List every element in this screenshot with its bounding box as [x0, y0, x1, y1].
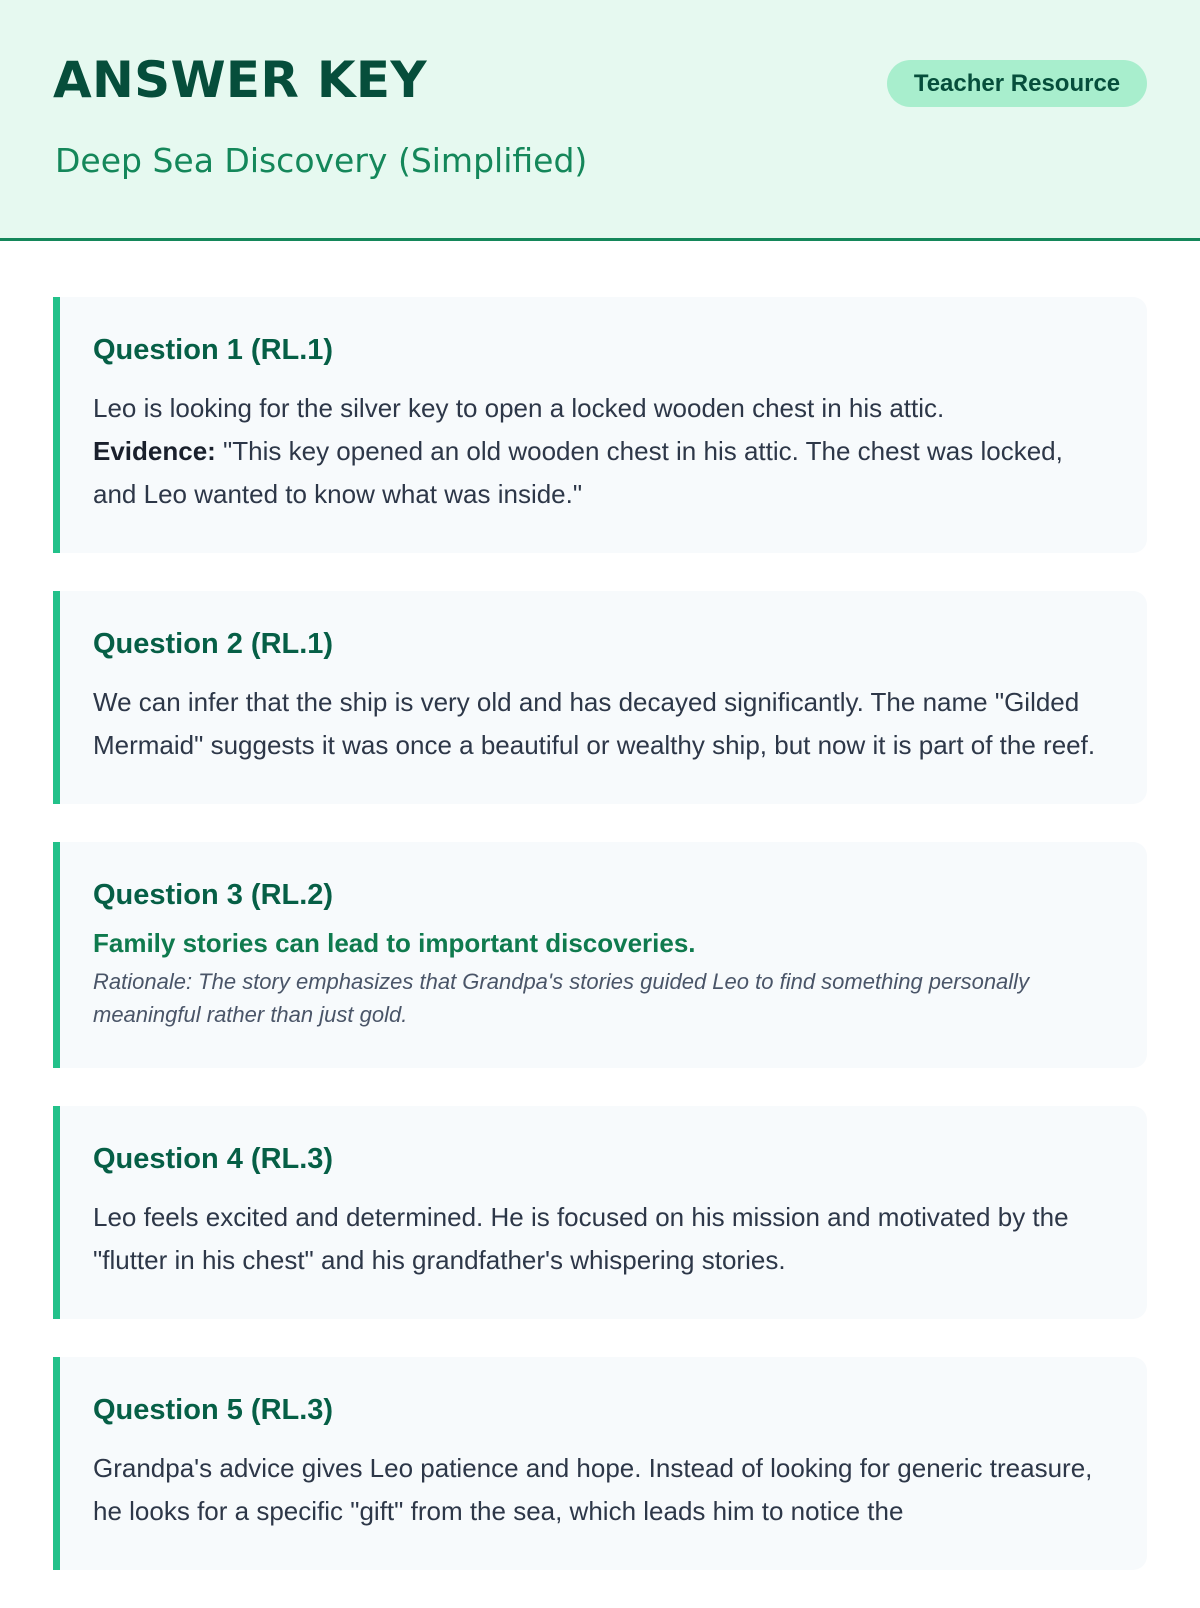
answer-text: Grandpa's advice gives Leo patience and hope. Instead of looking for generic treasure, he looks for a specific "gift" from the sea, which leads him to notice the [93, 1452, 1093, 1526]
theme-statement: Family stories can lead to important discoveries. [93, 928, 696, 959]
question-heading: Question 1 (RL.1) [93, 334, 334, 366]
answer-text [93, 387, 1113, 516]
answer-list [53, 297, 1147, 1608]
question-heading: Question 2 (RL.1) [93, 627, 334, 660]
question-heading: Question 4 (RL.3) [93, 1143, 334, 1176]
answer-statement: Leo is looking for the silver key to open a locked wooden chest in his attic. [93, 392, 945, 423]
answer-text: Leo feels excited and determined. He is focused on his mission and motivated by the "flutter in his chest" and his grandfather's whispering stories. [93, 1202, 1069, 1276]
answer-card-question-5 [53, 1357, 1147, 1570]
answer-card-question-3 [53, 842, 1147, 1069]
page-subtitle: Deep Sea Discovery (Simplified) [55, 141, 588, 180]
teacher-resource-badge: Teacher Resource [887, 60, 1147, 107]
evidence-quote: "This key opened an old wooden chest in his attic. The chest was locked, and Leo wanted to know what was inside." [93, 435, 1063, 509]
question-heading: Question 5 (RL.3) [93, 1394, 334, 1427]
answer-card-question-4 [53, 1106, 1147, 1319]
answer-card-question-2 [53, 591, 1147, 804]
question-heading: Question 3 (RL.2) [93, 878, 334, 911]
evidence-label: Evidence: [93, 435, 216, 466]
answer-card-question-1 [53, 297, 1147, 553]
rationale-text: Rationale: The story emphasizes that Grandpa's stories guided Leo to find something personally meaningful rather than just gold. [93, 969, 1030, 1028]
page-title: ANSWER KEY [53, 51, 427, 109]
answer-key-header [0, 0, 1200, 241]
answer-text: We can infer that the ship is very old and has decayed significantly. The name "Gilded Mermaid" suggests it was once a beautiful or wealthy ship, but now it is part of the reef. [93, 686, 1096, 760]
